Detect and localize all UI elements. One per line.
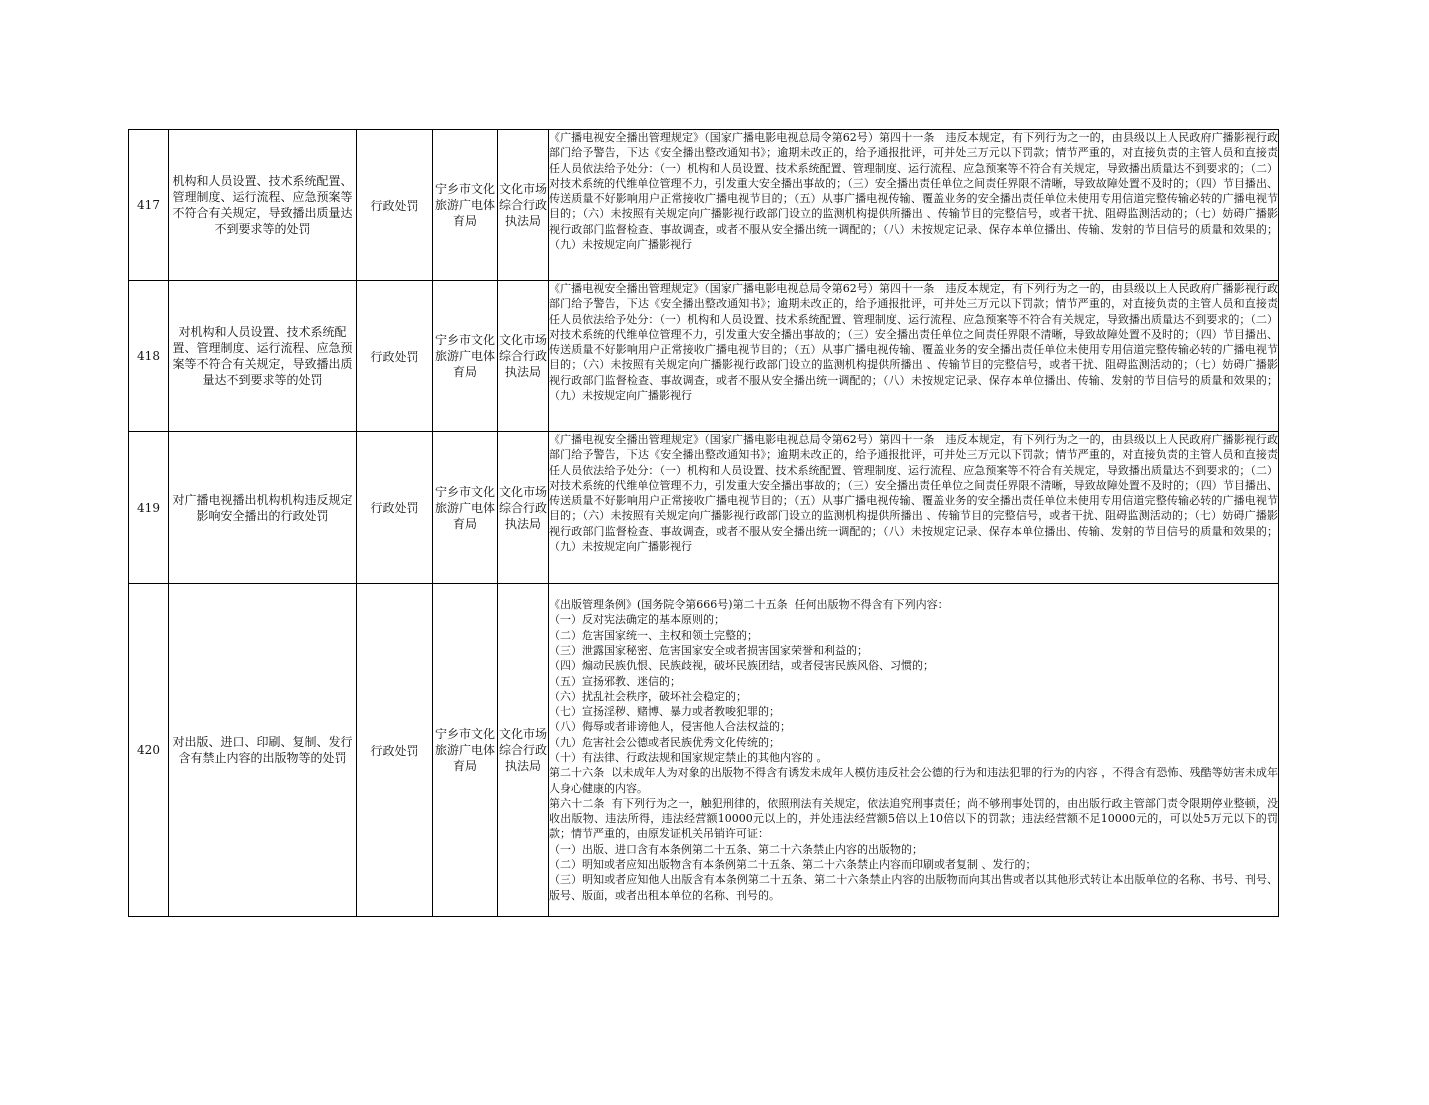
legal-basis-line: 《出版管理条例》(国务院令第666号)第二十五条 任何出版物不得含有下列内容： [549, 598, 949, 612]
executing-agency: 文化市场综合行政执法局 [498, 584, 549, 917]
legal-basis-line: （六）扰乱社会秩序，破坏社会稳定的； [549, 689, 747, 703]
legal-basis-line: （八）侮辱或者诽谤他人，侵害他人合法权益的； [549, 720, 791, 734]
responsible-department: 宁乡市文化旅游广电体育局 [433, 281, 498, 432]
legal-basis-line: （二）明知或者应知出版物含有本条例第二十五条、第二十六条禁止内容而印刷或者复制 、发行的； [549, 858, 1037, 872]
legal-basis-line: （十）有法律、行政法规和国家规定禁止的其他内容的 。 [549, 751, 828, 764]
legal-basis [549, 281, 1279, 432]
power-type: 行政处罚 [357, 130, 433, 281]
item-name: 对出版、进口、印刷、复制、发行含有禁止内容的出版物等的处罚 [169, 584, 357, 917]
legal-basis-text: 《广播电视安全播出管理规定》（国家广播电影电视总局令第62号）第四十一条 违反本规定，有下列行为之一的，由县级以上人民政府广播影视行政部门给予警告，下达《安全播出整改通知书》；逾期未改正的，给予通报批评，可并处三万元以下罚款；情节严重的，对直接负责的主管人员和直接责任人员依法给予处分：（一）机构和人员设置、技术系统配置、管理制度、运行流程、应急预案等不符合有关规定，导致播出质量达不到要求的；（二）对技术系统的代维单位管理不力，引发重大安全播出事故的；（三）安全播出责任单位之间责任界限不清晰，导致故障处置不及时的；（四）节目播出、传送质量不好影响用户正常接收广播电视节目的；（五）从事广播电视传输、覆盖业务的安全播出责任单位未使用专用信道完整传输必转的广播电视节目的；（六）未按照有关规定向广播影视行政部门设立的监测机构提供所播出 、传输节目的完整信号，或者干扰、阻碍监测活动的；（七）妨碍广播影视行政部门监督检查、事故调查，或者不服从安全播出统一调配的；（八）未按规定记录、保存本单位播出、传输、发射的节目信号的质量和效果的；（九）未按规定向广播影视行 [549, 433, 1278, 554]
enforcement-table [128, 129, 1279, 917]
legal-basis-line: （一）反对宪法确定的基本原则的； [549, 613, 725, 627]
row-number: 418 [129, 281, 169, 432]
legal-basis [549, 584, 1279, 917]
legal-basis-line: 第六十二条 有下列行为之一，触犯刑律的，依照刑法有关规定，依法追究刑事责任；尚不够刑事处罚的，由出版行政主管部门责令限期停业整顿，没收出版物、违法所得，违法经营额10000元以上的，并处违法经营额5倍以上10倍以下的罚款；违法经营额不足10000元的，可以处5万元以下的罚款；情节严重的，由原发证机关吊销许可证： [549, 796, 1278, 841]
power-type: 行政处罚 [357, 281, 433, 432]
legal-basis-text: 《广播电视安全播出管理规定》（国家广播电影电视总局令第62号）第四十一条 违反本规定，有下列行为之一的，由县级以上人民政府广播影视行政部门给予警告，下达《安全播出整改通知书》；逾期未改正的，给予通报批评，可并处三万元以下罚款；情节严重的，对直接负责的主管人员和直接责任人员依法给予处分：（一）机构和人员设置、技术系统配置、管理制度、运行流程、应急预案等不符合有关规定，导致播出质量达不到要求的；（二）对技术系统的代维单位管理不力，引发重大安全播出事故的；（三）安全播出责任单位之间责任界限不清晰，导致故障处置不及时的；（四）节目播出、传送质量不好影响用户正常接收广播电视节目的；（五）从事广播电视传输、覆盖业务的安全播出责任单位未使用专用信道完整传输必转的广播电视节目的；（六）未按照有关规定向广播影视行政部门设立的监测机构提供所播出 、传输节目的完整信号，或者干扰、阻碍监测活动的；（七）妨碍广播影视行政部门监督检查、事故调查，或者不服从安全播出统一调配的；（八）未按规定记录、保存本单位播出、传输、发射的节目信号的质量和效果的；（九）未按规定向广播影视行 [549, 282, 1278, 403]
power-type: 行政处罚 [357, 584, 433, 917]
executing-agency: 文化市场综合行政执法局 [498, 432, 549, 584]
item-name: 对广播电视播出机构机构违反规定影响安全播出的行政处罚 [169, 432, 357, 584]
legal-basis-line: （二）危害国家统一、主权和领土完整的； [549, 628, 758, 642]
executing-agency: 文化市场综合行政执法局 [498, 281, 549, 432]
table-row [129, 130, 1279, 281]
legal-basis-line: （九）危害社会公德或者民族优秀文化传统的； [549, 735, 780, 749]
legal-basis [549, 432, 1279, 584]
power-type: 行政处罚 [357, 432, 433, 584]
table-row [129, 432, 1279, 584]
responsible-department: 宁乡市文化旅游广电体育局 [433, 432, 498, 584]
legal-basis-line: （七）宣扬淫秽、赌博、暴力或者教唆犯罪的； [549, 705, 780, 719]
responsible-department: 宁乡市文化旅游广电体育局 [433, 584, 498, 917]
legal-basis [549, 130, 1279, 281]
legal-basis-line: （四）煽动民族仇恨、民族歧视，破坏民族团结，或者侵害民族风俗、习惯的； [549, 659, 934, 673]
row-number: 417 [129, 130, 169, 281]
legal-basis-line: （一）出版、进口含有本条例第二十五条、第二十六条禁止内容的出版物的； [549, 842, 923, 856]
item-name: 机构和人员设置、技术系统配置、管理制度、运行流程、应急预案等不符合有关规定，导致播出质量达不到要求等的处罚 [169, 130, 357, 281]
legal-basis-line: （三）泄露国家秘密、危害国家安全或者损害国家荣誉和利益的； [549, 643, 868, 657]
table-row [129, 281, 1279, 432]
legal-basis-line: （三）明知或者应知他人出版含有本条例第二十五条、第二十六条禁止内容的出版物而向其出售或者以其他形式转让本出版单位的名称、书号、刊号、版号、版面，或者出租本单位的名称、刊号的。 [549, 873, 1278, 902]
row-number: 420 [129, 584, 169, 917]
legal-basis-line: （五）宣扬邪教、迷信的； [549, 674, 681, 688]
legal-basis-text: 《广播电视安全播出管理规定》（国家广播电影电视总局令第62号）第四十一条 违反本规定，有下列行为之一的，由县级以上人民政府广播影视行政部门给予警告，下达《安全播出整改通知书》；逾期未改正的，给予通报批评，可并处三万元以下罚款；情节严重的，对直接负责的主管人员和直接责任人员依法给予处分：（一）机构和人员设置、技术系统配置、管理制度、运行流程、应急预案等不符合有关规定，导致播出质量达不到要求的；（二）对技术系统的代维单位管理不力，引发重大安全播出事故的；（三）安全播出责任单位之间责任界限不清晰，导致故障处置不及时的；（四）节目播出、传送质量不好影响用户正常接收广播电视节目的；（五）从事广播电视传输、覆盖业务的安全播出责任单位未使用专用信道完整传输必转的广播电视节目的；（六）未按照有关规定向广播影视行政部门设立的监测机构提供所播出 、传输节目的完整信号，或者干扰、阻碍监测活动的；（七）妨碍广播影视行政部门监督检查、事故调查，或者不服从安全播出统一调配的；（八）未按规定记录、保存本单位播出、传输、发射的节目信号的质量和效果的；（九）未按规定向广播影视行 [549, 131, 1278, 252]
item-name: 对机构和人员设置、技术系统配置、管理制度、运行流程、应急预案等不符合有关规定，导致播出质量达不到要求等的处罚 [169, 281, 357, 432]
responsible-department: 宁乡市文化旅游广电体育局 [433, 130, 498, 281]
legal-basis-line: 第二十六条 以未成年人为对象的出版物不得含有诱发未成年人模仿违反社会公德的行为和违法犯罪的行为的内容 ，不得含有恐怖、残酷等妨害未成年人身心健康的内容。 [549, 766, 1278, 795]
executing-agency: 文化市场综合行政执法局 [498, 130, 549, 281]
row-number: 419 [129, 432, 169, 584]
table-row [129, 584, 1279, 917]
